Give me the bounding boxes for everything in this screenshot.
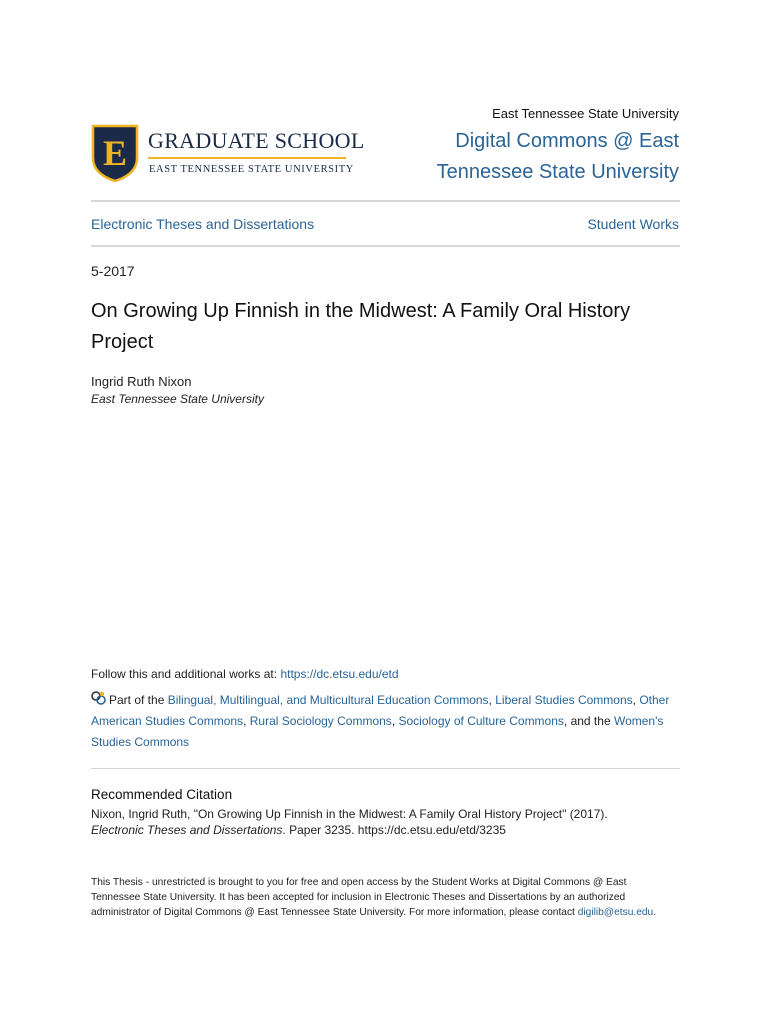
author-affiliation: East Tennessee State University bbox=[91, 392, 264, 406]
citation-text bbox=[91, 806, 681, 838]
citation-paper: . Paper 3235. https://dc.etsu.edu/etd/3235 bbox=[282, 823, 506, 837]
separator: , and the bbox=[563, 714, 611, 728]
institution-name: East Tennessee State University bbox=[492, 106, 679, 121]
graduate-school-logo bbox=[91, 124, 365, 182]
student-works-link[interactable]: Student Works bbox=[587, 216, 679, 232]
commons-network-icon bbox=[91, 690, 107, 706]
follow-label: Follow this and additional works at: bbox=[91, 667, 278, 681]
commons-link-other-american-studies[interactable]: Other American Studies Commons bbox=[91, 693, 670, 728]
logo-title: GRADUATE SCHOOL bbox=[148, 128, 365, 153]
logo-letter: E bbox=[102, 133, 128, 173]
part-of-commons bbox=[91, 690, 681, 753]
notice-text: This Thesis - unrestricted is brought to you for free and open access by the Student Works at Digital Commons @ East Tennessee State University. It has been accepted for inclusion in Electronic Theses and Dissertations by an authorized administrator of Digital Commons @ East Tennessee State University. For more information, please contact bbox=[91, 877, 627, 918]
citation-series: Electronic Theses and Dissertations bbox=[91, 823, 283, 837]
document-title: On Growing Up Finnish in the Midwest: A Family Oral History Project bbox=[91, 300, 631, 353]
contact-email-link[interactable]: digilib@etsu.edu bbox=[577, 907, 654, 918]
separator: , bbox=[632, 693, 636, 707]
divider bbox=[91, 768, 680, 769]
separator: , bbox=[391, 714, 396, 728]
notice-end: . bbox=[653, 907, 657, 918]
publication-date: 5-2017 bbox=[91, 263, 135, 279]
commons-link-liberal-studies[interactable]: Liberal Studies Commons bbox=[495, 693, 633, 707]
part-of-prefix: Part of the bbox=[109, 693, 165, 707]
repository-link[interactable]: Digital Commons @ East Tennessee State University bbox=[436, 130, 679, 183]
commons-link-sociology-of-culture[interactable]: Sociology of Culture Commons bbox=[398, 714, 564, 728]
commons-link-womens-studies[interactable]: Women's Studies Commons bbox=[91, 714, 664, 749]
series-link[interactable]: Electronic Theses and Dissertations bbox=[91, 216, 315, 232]
etsu-shield-logo-icon bbox=[91, 124, 139, 182]
follow-line bbox=[91, 667, 399, 681]
logo-subtitle: EAST TENNESSEE STATE UNIVERSITY bbox=[149, 164, 354, 175]
divider bbox=[91, 200, 680, 202]
citation-line-2 bbox=[91, 822, 681, 838]
logo-divider bbox=[148, 157, 346, 159]
recommended-citation-heading: Recommended Citation bbox=[91, 787, 233, 802]
citation-line-1: Nixon, Ingrid Ruth, "On Growing Up Finnish in the Midwest: A Family Oral History Project" (2017). bbox=[91, 807, 608, 821]
access-notice bbox=[91, 875, 671, 920]
divider bbox=[91, 245, 680, 247]
separator: , bbox=[243, 714, 247, 728]
follow-url-link[interactable]: https://dc.etsu.edu/etd bbox=[280, 667, 399, 681]
separator: , bbox=[488, 693, 492, 707]
commons-link-bilingual[interactable]: Bilingual, Multilingual, and Multicultural Education Commons bbox=[167, 693, 489, 707]
author-name: Ingrid Ruth Nixon bbox=[91, 374, 192, 389]
commons-link-rural-sociology[interactable]: Rural Sociology Commons bbox=[249, 714, 392, 728]
